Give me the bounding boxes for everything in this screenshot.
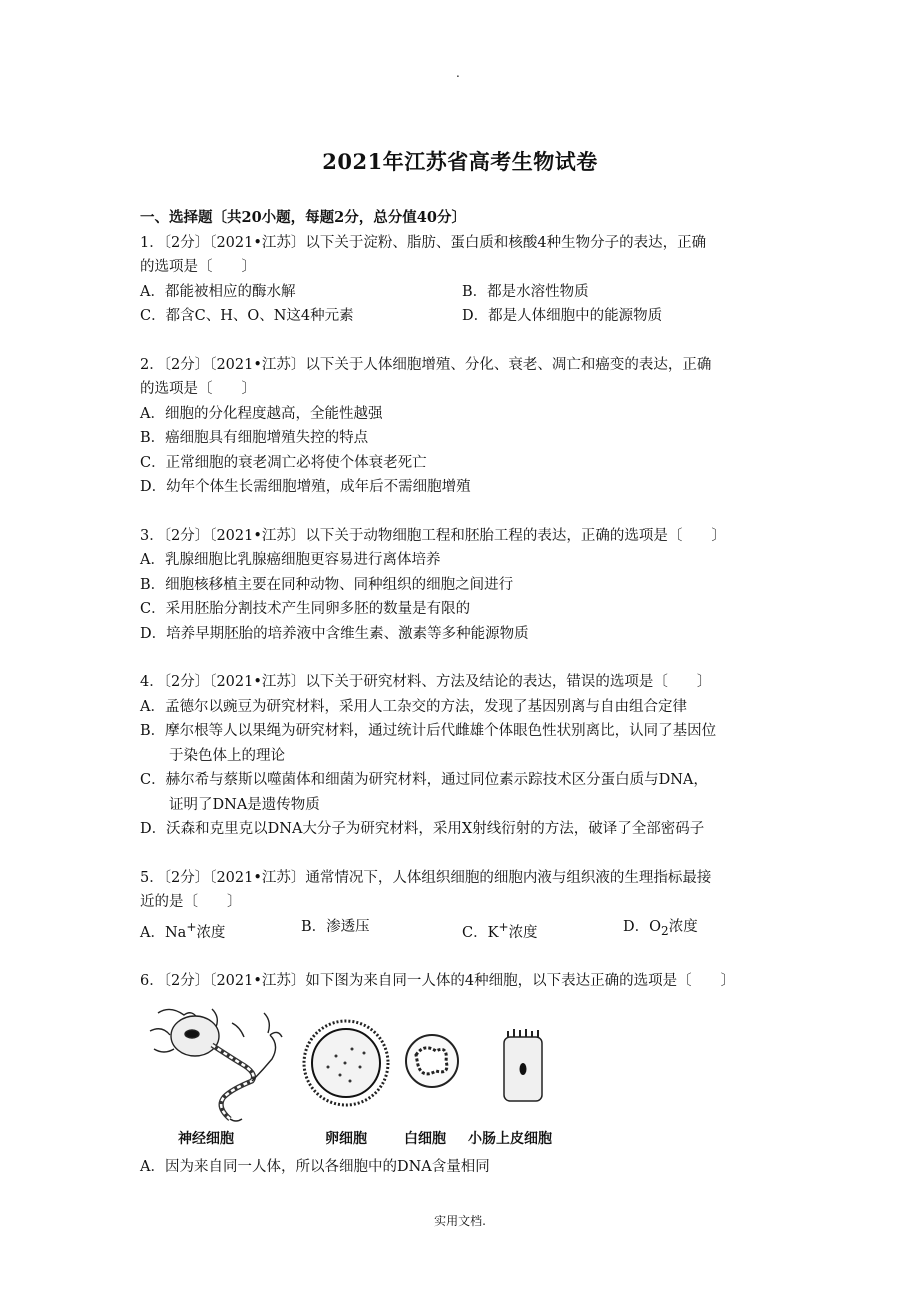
q3-option-b: B．细胞核移植主要在同种动物、同种组织的细胞之间进行	[140, 576, 514, 593]
q5-d-sub: 2	[661, 923, 669, 938]
q1-option-c: C．都含C、H、O、N这4种元素	[140, 308, 354, 324]
q4-option-b-line1: B．摩尔根等人以果绳为研究材料，通过统计后代雌雄个体眼色性状别离比，认同了基因位	[140, 723, 717, 739]
q5-option-c	[462, 915, 623, 945]
epithelial-cell-drawing	[504, 1029, 542, 1101]
q3-option-d: D．培养早期胚胎的培养液中含维生素、激素等多种能源物质	[140, 625, 529, 642]
q1-stem-line1: 1．〔2分〕〔2021•江苏〕以下关于淀粉、脂肪、蛋白质和核酸4种生物分子的表达，正确	[140, 234, 707, 251]
question-4	[140, 670, 785, 842]
q1-stem-line2: 的选项是〔 〕	[140, 259, 256, 275]
q4-option-c-line1: C．赫尔希与蔡斯以噬菌体和细菌为研究材料，通过同位素示踪技术区分蛋白质与DNA，	[140, 772, 708, 788]
q5-option-b: B．渗透压	[301, 918, 370, 935]
q2-stem-line1: 2．〔2分〕〔2021•江苏〕以下关于人体细胞增殖、分化、衰老、凋亡和癌变的表达，正确	[140, 356, 712, 373]
question-6	[140, 969, 785, 1180]
q6-option-a: A．因为来自同一人体，所以各细胞中的DNA含量相同	[140, 1159, 490, 1176]
neuron-drawing	[150, 1009, 282, 1121]
q5-option-d	[623, 915, 784, 945]
q1-option-b: B．都是水溶性物质	[462, 283, 589, 300]
q3-stem-line1: 3．〔2分〕〔2021•江苏〕以下关于动物细胞工程和胚胎工程的表达，正确的选项是〔 〕	[140, 527, 726, 544]
q2-option-c: C．正常细胞的衰老凋亡必将使个体衰老死亡	[140, 454, 427, 471]
q2-option-b: B．癌细胞具有细胞增殖失控的特点	[140, 430, 369, 446]
q2-option-a: A．细胞的分化程度越高，全能性越强	[140, 405, 383, 422]
fig-label-epithelial: 小肠上皮细胞	[468, 1131, 552, 1148]
question-2	[140, 353, 785, 500]
q5-stem-line1: 5．〔2分〕〔2021•江苏〕通常情况下，人体组织细胞的细胞内液与组织液的生理指标最接	[140, 869, 712, 886]
q5-a-post: 浓度	[196, 924, 226, 941]
fig-label-egg: 卵细胞	[325, 1131, 367, 1148]
q1-option-a: A．都能被相应的酶水解	[140, 283, 296, 300]
q5-a-sup: +	[186, 919, 197, 934]
q5-stem-line2: 近的是〔 〕	[140, 894, 242, 910]
q3-option-a: A．乳腺细胞比乳腺癌细胞更容易进行离体培养	[140, 552, 441, 568]
exam-content	[140, 206, 785, 1180]
header-dot: .	[456, 66, 460, 80]
q4-option-d: D．沃森和克里克以DNA大分子为研究材料，采用X射线衍射的方法，破译了全部密码子	[140, 821, 705, 837]
q5-c-post: 浓度	[508, 924, 538, 941]
q5-d-post: 浓度	[668, 918, 698, 935]
question-3	[140, 524, 785, 647]
q4-stem-line1: 4．〔2分〕〔2021•江苏〕以下关于研究材料、方法及结论的表达，错误的选项是〔 〕	[140, 674, 712, 690]
section-heading: 一、选择题〔共20小题，每题2分，总分值40分〕	[140, 209, 466, 226]
q5-c-sup: +	[498, 919, 509, 934]
q4-option-a: A．孟德尔以豌豆为研究材料，采用人工杂交的方法，发现了基因别离与自由组合定律	[140, 698, 687, 715]
q1-option-d: D．都是人体细胞中的能源物质	[462, 308, 663, 324]
q5-c-pre: C．K	[462, 924, 499, 941]
q3-option-c: C．采用胚胎分割技术产生同卵多胚的数量是有限的	[140, 601, 471, 617]
q4-option-c-line2: 证明了DNA是遗传物质	[169, 796, 320, 813]
q5-a-pre: A．Na	[140, 924, 187, 941]
page-footer: 实用文档.	[434, 1214, 486, 1228]
q6-stem-line1: 6．〔2分〕〔2021•江苏〕如下图为来自同一人体的4种细胞，以下表达正确的选项是〔 〕	[140, 972, 736, 989]
q2-option-d: D．幼年个体生长需细胞增殖，成年后不需细胞增殖	[140, 479, 471, 495]
fig-label-neuron: 神经细胞	[178, 1131, 234, 1148]
fig-label-wbc: 白细胞	[404, 1131, 446, 1148]
question-1	[140, 231, 785, 329]
page-title: 2021年江苏省高考生物试卷	[322, 149, 598, 174]
q5-option-a	[140, 915, 301, 945]
cell-figure-drawing	[140, 1001, 580, 1127]
white-blood-cell-drawing	[406, 1035, 458, 1087]
egg-cell-drawing	[304, 1021, 388, 1105]
cell-figure	[140, 1001, 580, 1151]
q2-stem-line2: 的选项是〔 〕	[140, 381, 256, 397]
q5-d-pre: D．O	[623, 918, 662, 935]
question-5	[140, 866, 785, 945]
q4-option-b-line2: 于染色体上的理论	[169, 747, 285, 764]
